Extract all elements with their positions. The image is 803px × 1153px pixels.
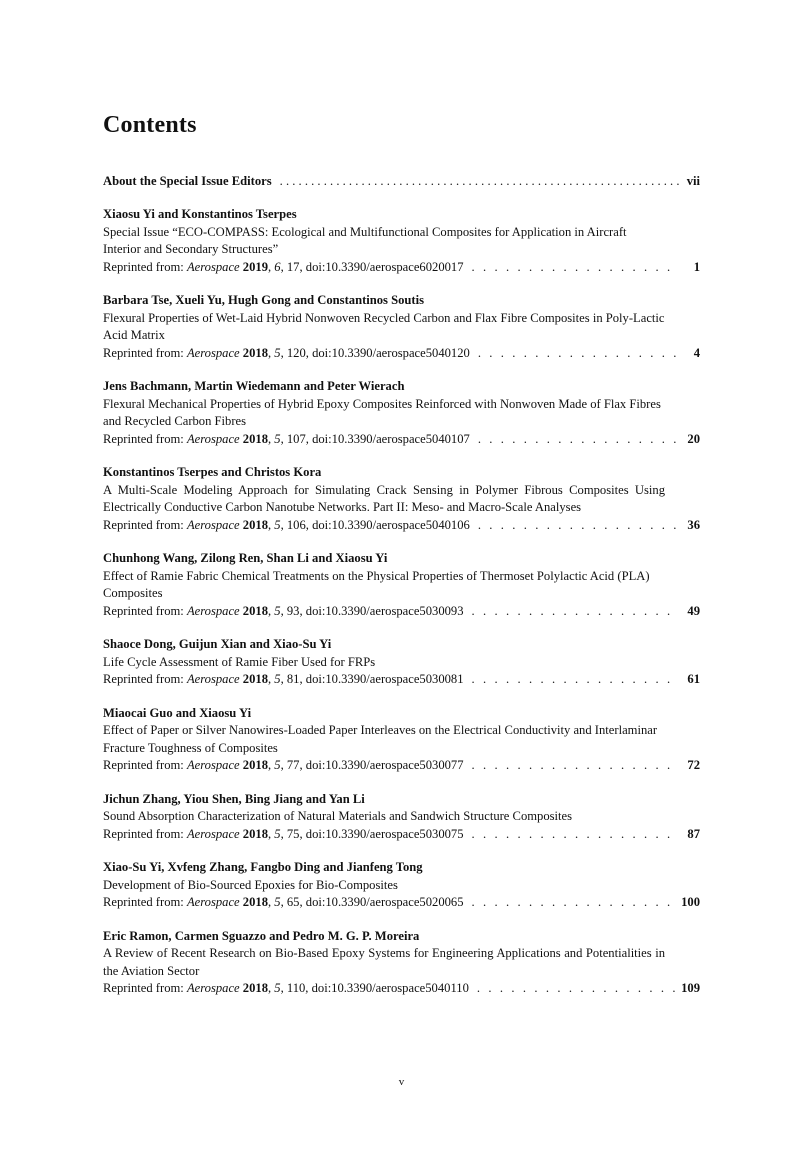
- entry-page-number: 72: [687, 758, 700, 772]
- entry-page-number: 100: [681, 895, 700, 909]
- publication-year: 2018: [242, 981, 268, 995]
- volume-number: 5: [274, 345, 281, 360]
- entry-title: A Review of Recent Research on Bio-Based Epoxy Systems for Engineering Applications and Potentialities in the Aviation Sector: [103, 946, 665, 978]
- toc-entry[interactable]: [103, 292, 700, 362]
- entry-citation: [103, 603, 700, 621]
- entry-authors: Konstantinos Tserpes and Christos Kora: [103, 465, 322, 479]
- citation-prefix: Reprinted from:: [103, 758, 187, 772]
- publication-year: 2018: [242, 517, 268, 532]
- dot-leader: [472, 603, 678, 621]
- citation-prefix: Reprinted from:: [103, 345, 187, 360]
- entry-authors: Xiao-Su Yi, Xvfeng Zhang, Fangbo Ding and Jianfeng Tong: [103, 860, 423, 874]
- entry-citation: [103, 671, 700, 689]
- journal-name: Aerospace: [186, 603, 240, 618]
- entry-page-number: 49: [687, 603, 700, 618]
- dot-leader: [472, 757, 678, 775]
- citation-rest: , 120, doi:10.3390/aerospace5040120: [280, 345, 470, 360]
- citation-rest: , 93, doi:10.3390/aerospace5030093: [280, 603, 464, 618]
- entry-authors: Miaocai Guo and Xiaosu Yi: [103, 705, 252, 720]
- journal-name: Aerospace: [186, 758, 240, 772]
- citation-text: Reprinted from: Aerospace 2018, 5, 120, doi:10.3390/aerospace5040120: [103, 345, 470, 360]
- publication-year: 2018: [242, 758, 268, 772]
- dot-leader: [280, 173, 681, 190]
- toc-entry[interactable]: [103, 550, 700, 620]
- journal-name: Aerospace: [186, 517, 240, 532]
- citation-text: Reprinted from: Aerospace 2018, 5, 65, doi:10.3390/aerospace5020065: [103, 895, 464, 909]
- entry-authors: Jichun Zhang, Yiou Shen, Bing Jiang and Yan Li: [103, 791, 365, 806]
- journal-name: Aerospace: [186, 826, 240, 841]
- dot-leader: [472, 259, 678, 277]
- dot-leader: [478, 517, 678, 535]
- dot-leader: [472, 894, 678, 912]
- entry-authors: Barbara Tse, Xueli Yu, Hugh Gong and Constantinos Soutis: [103, 293, 425, 307]
- citation-text: Reprinted from: Aerospace 2018, 5, 107, doi:10.3390/aerospace5040107: [103, 431, 470, 446]
- volume-number: 5: [274, 895, 281, 909]
- page-number: v: [398, 1076, 405, 1088]
- publication-year: 2018: [242, 672, 268, 686]
- volume-number: 5: [274, 603, 281, 618]
- dot-leader: [472, 826, 678, 844]
- entry-citation: [103, 345, 700, 363]
- citation-rest: , 106, doi:10.3390/aerospace5040106: [280, 517, 470, 532]
- journal-name: Aerospace: [186, 672, 240, 686]
- citation-text: Reprinted from: Aerospace 2018, 5, 110, doi:10.3390/aerospace5040110: [103, 981, 469, 995]
- toc-entry[interactable]: [103, 378, 700, 448]
- toc-entry[interactable]: [103, 705, 700, 775]
- citation-rest: , 17, doi:10.3390/aerospace6020017: [280, 259, 464, 274]
- entry-citation: [103, 517, 700, 535]
- entry-page-number: 20: [687, 431, 700, 446]
- entry-authors: Shaoce Dong, Guijun Xian and Xiao-Su Yi: [103, 637, 332, 651]
- entry-citation: [103, 894, 700, 912]
- citation-rest: , 107, doi:10.3390/aerospace5040107: [280, 431, 470, 446]
- citation-text: Reprinted from: Aerospace 2018, 5, 75, doi:10.3390/aerospace5030075: [103, 826, 464, 841]
- volume-number: 5: [274, 758, 281, 772]
- citation-rest: , 77, doi:10.3390/aerospace5030077: [280, 758, 464, 772]
- toc-entry[interactable]: [103, 928, 700, 998]
- editors-page: vii: [686, 174, 700, 188]
- entry-authors: Chunhong Wang, Zilong Ren, Shan Li and Xiaosu Yi: [103, 551, 388, 565]
- citation-prefix: Reprinted from:: [103, 672, 187, 686]
- publication-year: 2018: [242, 895, 268, 909]
- citation-prefix: Reprinted from:: [103, 981, 187, 995]
- toc-entry-editors[interactable]: [103, 173, 700, 190]
- entry-citation: [103, 431, 700, 449]
- entry-page-number: 1: [693, 259, 700, 274]
- citation-prefix: Reprinted from:: [103, 259, 187, 274]
- toc-entry[interactable]: [103, 464, 700, 534]
- citation-rest: , 75, doi:10.3390/aerospace5030075: [280, 826, 464, 841]
- journal-name: Aerospace: [186, 431, 240, 446]
- citation-prefix: Reprinted from:: [103, 431, 187, 446]
- volume-number: 5: [274, 826, 281, 841]
- editors-label: About the Special Issue Editors: [103, 174, 272, 188]
- citation-prefix: Reprinted from:: [103, 517, 187, 532]
- dot-leader: [472, 671, 678, 689]
- entry-authors: Eric Ramon, Carmen Sguazzo and Pedro M. G. P. Moreira: [103, 928, 420, 943]
- entry-title: Flexural Properties of Wet-Laid Hybrid Nonwoven Recycled Carbon and Flax Fibre Composites in Poly-Lactic Acid Matrix: [103, 310, 665, 342]
- entry-title: Development of Bio-Sourced Epoxies for Bio-Composites: [103, 877, 398, 892]
- entry-page-number: 109: [681, 981, 700, 995]
- journal-name: Aerospace: [186, 895, 240, 909]
- citation-rest: , 81, doi:10.3390/aerospace5030081: [280, 672, 464, 686]
- entry-title: Effect of Ramie Fabric Chemical Treatments on the Physical Properties of Thermoset Polylactic Acid (PLA) Composites: [103, 568, 650, 600]
- toc-entry[interactable]: [103, 859, 700, 912]
- citation-text: Reprinted from: Aerospace 2019, 6, 17, doi:10.3390/aerospace6020017: [103, 259, 464, 274]
- entry-page-number: 36: [687, 517, 700, 532]
- entry-page-number: 87: [687, 826, 700, 841]
- journal-name: Aerospace: [186, 345, 240, 360]
- toc-entry[interactable]: [103, 636, 700, 689]
- citation-rest: , 110, doi:10.3390/aerospace5040110: [280, 981, 469, 995]
- toc-entries: [103, 206, 700, 1014]
- entry-title: Effect of Paper or Silver Nanowires-Loaded Paper Interleaves on the Electrical Conductivity and Interlaminar Fracture Toughness of Composites: [103, 723, 658, 755]
- entry-citation: [103, 826, 700, 844]
- entry-page-number: 61: [687, 672, 700, 686]
- citation-prefix: Reprinted from:: [103, 895, 187, 909]
- dot-leader: [477, 980, 677, 998]
- publication-year: 2018: [242, 603, 268, 618]
- toc-entry[interactable]: [103, 206, 700, 276]
- dot-leader: [478, 431, 678, 449]
- entry-page-number: 4: [693, 345, 700, 360]
- publication-year: 2018: [242, 431, 268, 446]
- volume-number: 5: [274, 431, 281, 446]
- volume-number: 5: [274, 517, 281, 532]
- entry-authors: Jens Bachmann, Martin Wiedemann and Peter Wierach: [103, 379, 405, 393]
- citation-text: Reprinted from: Aerospace 2018, 5, 77, doi:10.3390/aerospace5030077: [103, 758, 464, 772]
- entry-title: A Multi-Scale Modeling Approach for Simulating Crack Sensing in Polymer Fibrous Composites Using Electrically Conductive Carbon Nanotube Networks. Part II: Meso- and Macro-Scale Analyses: [103, 482, 665, 514]
- entry-authors: Xiaosu Yi and Konstantinos Tserpes: [103, 207, 297, 221]
- entry-citation: [103, 757, 700, 775]
- publication-year: 2019: [242, 259, 268, 274]
- entry-title: Sound Absorption Characterization of Natural Materials and Sandwich Structure Composites: [103, 809, 573, 823]
- volume-number: 5: [274, 981, 281, 995]
- citation-rest: , 65, doi:10.3390/aerospace5020065: [280, 895, 464, 909]
- citation-prefix: Reprinted from:: [103, 603, 187, 618]
- entry-title: Life Cycle Assessment of Ramie Fiber Used for FRPs: [103, 654, 376, 669]
- page-title: Contents: [103, 112, 197, 138]
- citation-text: Reprinted from: Aerospace 2018, 5, 93, doi:10.3390/aerospace5030093: [103, 603, 464, 618]
- journal-name: Aerospace: [186, 981, 240, 995]
- entry-citation: [103, 259, 700, 277]
- journal-name: Aerospace: [186, 259, 240, 274]
- entry-title: Special Issue “ECO-COMPASS: Ecological and Multifunctional Composites for Application in Aircraft Interior and Secondary Structures”: [103, 224, 627, 256]
- entry-title: Flexural Mechanical Properties of Hybrid Epoxy Composites Reinforced with Nonwoven Made of Flax Fibres and Recycled Carbon Fibres: [103, 396, 661, 428]
- entry-citation: [103, 980, 700, 998]
- dot-leader: [478, 345, 678, 363]
- volume-number: 5: [274, 672, 281, 686]
- volume-number: 6: [274, 259, 281, 274]
- citation-prefix: Reprinted from:: [103, 826, 187, 841]
- citation-text: Reprinted from: Aerospace 2018, 5, 106, doi:10.3390/aerospace5040106: [103, 517, 470, 532]
- citation-text: Reprinted from: Aerospace 2018, 5, 81, doi:10.3390/aerospace5030081: [103, 672, 464, 686]
- toc-entry[interactable]: [103, 791, 700, 844]
- publication-year: 2018: [242, 345, 268, 360]
- publication-year: 2018: [242, 826, 268, 841]
